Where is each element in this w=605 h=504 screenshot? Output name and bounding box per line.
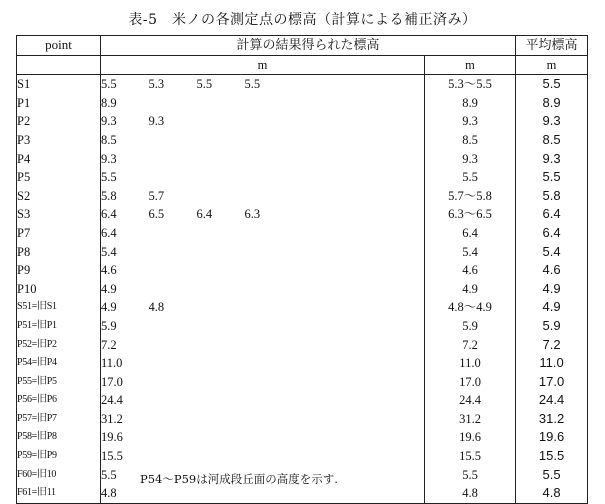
value-4-cell — [245, 336, 425, 355]
value-3-cell — [197, 298, 245, 317]
value-4-cell — [245, 187, 425, 206]
value-2-cell — [149, 391, 197, 410]
average-cell: 17.0 — [516, 373, 588, 392]
table-row — [17, 298, 588, 317]
range-cell: 5.5 — [462, 170, 478, 185]
value-2-cell — [149, 354, 197, 373]
average-cell: 8.9 — [516, 94, 588, 113]
table-row — [17, 280, 588, 299]
point-cell: P55=旧P5 — [17, 373, 101, 392]
range-cell: 9.3 — [462, 114, 478, 129]
value-2-cell: 9.3 — [148, 114, 165, 129]
range-cell: 6.4 — [462, 225, 478, 240]
value-4-cell — [245, 261, 425, 280]
value-1-cell: 24.4 — [101, 393, 123, 408]
table-row — [17, 261, 588, 280]
average-cell: 6.4 — [516, 205, 588, 224]
value-4-cell — [245, 354, 425, 373]
value-3-cell — [197, 261, 245, 280]
value-3-cell — [197, 447, 245, 466]
value-2-cell — [149, 484, 197, 503]
value-3-cell — [197, 112, 245, 131]
value-1-cell: 4.9 — [101, 281, 117, 296]
value-4-cell — [245, 410, 425, 429]
value-1-cell: 5.9 — [101, 318, 117, 333]
value-4-cell — [245, 243, 425, 262]
average-cell: 5.8 — [516, 187, 588, 206]
value-3-cell: 6.4 — [196, 207, 213, 222]
point-cell: P1 — [17, 94, 101, 113]
value-4-cell — [245, 131, 425, 150]
point-cell: P7 — [17, 224, 101, 243]
value-1-cell: 11.0 — [101, 356, 123, 371]
value-2-cell — [149, 447, 197, 466]
range-cell: 5.4 — [462, 244, 478, 259]
table-row — [17, 224, 588, 243]
table-row — [17, 243, 588, 262]
point-cell: P56=旧P6 — [17, 391, 101, 410]
value-4-cell — [245, 428, 425, 447]
point-cell: P51=旧P1 — [17, 317, 101, 336]
value-3-cell — [197, 187, 245, 206]
value-3-cell — [197, 168, 245, 187]
value-4-cell — [245, 298, 425, 317]
unit-avg: m — [516, 55, 588, 75]
value-2-cell — [149, 428, 197, 447]
value-1-cell: 5.5 — [101, 170, 117, 185]
table-row — [17, 447, 588, 466]
value-3-cell — [197, 373, 245, 392]
range-cell: 5.9 — [462, 318, 478, 333]
value-2-cell — [149, 336, 197, 355]
average-cell: 8.5 — [516, 131, 588, 150]
value-3-cell: 5.5 — [196, 77, 213, 92]
table-row — [17, 94, 588, 113]
value-1-cell: 5.5 — [101, 77, 117, 92]
point-cell: S1 — [17, 75, 101, 94]
value-3-cell — [197, 428, 245, 447]
value-1-cell: 17.0 — [101, 374, 123, 389]
range-cell: 17.0 — [459, 374, 481, 389]
value-4-cell — [245, 94, 425, 113]
average-cell: 4.9 — [516, 298, 588, 317]
range-cell: 8.9 — [462, 95, 478, 110]
value-2-cell: 6.5 — [148, 207, 165, 222]
value-4-cell: 5.5 — [245, 75, 425, 94]
range-cell: 4.9 — [462, 281, 478, 296]
table-row — [17, 373, 588, 392]
average-cell: 4.8 — [516, 484, 588, 503]
value-4-cell — [245, 391, 425, 410]
elevation-table — [16, 35, 588, 504]
table-row — [17, 336, 588, 355]
table-row — [17, 428, 588, 447]
value-4-cell: 6.3 — [245, 205, 425, 224]
point-cell: P59=旧P9 — [17, 447, 101, 466]
table-row — [17, 131, 588, 150]
value-3-cell — [197, 94, 245, 113]
average-cell: 5.5 — [516, 168, 588, 187]
unit-point-blank — [17, 55, 101, 75]
value-3-cell — [197, 224, 245, 243]
table-row — [17, 112, 588, 131]
value-4-cell — [245, 150, 425, 169]
point-cell: P4 — [17, 150, 101, 169]
average-cell: 24.4 — [516, 391, 588, 410]
value-3-cell — [197, 391, 245, 410]
point-cell: P5 — [17, 168, 101, 187]
value-1-cell: 9.3 — [101, 151, 117, 166]
value-3-cell — [197, 354, 245, 373]
value-2-cell — [149, 373, 197, 392]
unit-range: m — [425, 55, 516, 75]
value-4-cell — [245, 280, 425, 299]
average-cell: 5.4 — [516, 243, 588, 262]
header-avg: 平均標高 — [516, 36, 588, 56]
average-cell: 9.3 — [516, 112, 588, 131]
value-1-cell: 8.9 — [101, 95, 117, 110]
point-cell: F61=旧11 — [17, 484, 101, 503]
value-2-cell — [149, 243, 197, 262]
value-1-cell: 31.2 — [101, 411, 123, 426]
value-1-cell: 15.5 — [101, 449, 123, 464]
value-4-cell — [245, 224, 425, 243]
value-2-cell — [149, 131, 197, 150]
range-cell: 19.6 — [459, 430, 481, 445]
table-row — [17, 354, 588, 373]
range-cell: 9.3 — [462, 151, 478, 166]
value-1-cell: 5.5 — [101, 467, 117, 482]
average-cell: 9.3 — [516, 150, 588, 169]
value-3-cell — [197, 484, 245, 503]
average-cell: 4.9 — [516, 280, 588, 299]
table-row — [17, 168, 588, 187]
point-cell: P57=旧P7 — [17, 410, 101, 429]
value-3-cell — [197, 280, 245, 299]
value-1-cell: 4.9 — [101, 300, 117, 315]
point-cell: F60=旧10 — [17, 466, 101, 485]
value-1-cell: 4.8 — [101, 486, 117, 501]
average-cell: 7.2 — [516, 336, 588, 355]
value-3-cell — [197, 243, 245, 262]
table-row — [17, 317, 588, 336]
point-cell: P8 — [17, 243, 101, 262]
average-cell: 5.9 — [516, 317, 588, 336]
average-cell: 15.5 — [516, 447, 588, 466]
range-cell: 8.5 — [462, 132, 478, 147]
value-2-cell: 5.7 — [148, 188, 165, 203]
value-2-cell — [149, 317, 197, 336]
range-cell: 31.2 — [459, 411, 481, 426]
table-row — [17, 187, 588, 206]
point-cell: S2 — [17, 187, 101, 206]
average-cell: 19.6 — [516, 428, 588, 447]
point-cell: S51=旧S1 — [17, 298, 101, 317]
average-cell: 5.5 — [516, 466, 588, 485]
point-cell: P58=旧P8 — [17, 428, 101, 447]
average-cell: 11.0 — [516, 354, 588, 373]
value-3-cell — [197, 336, 245, 355]
value-4-cell — [245, 447, 425, 466]
value-3-cell — [197, 317, 245, 336]
point-cell: P2 — [17, 112, 101, 131]
value-3-cell — [197, 410, 245, 429]
point-cell: P52=旧P2 — [17, 336, 101, 355]
point-cell: P54=旧P4 — [17, 354, 101, 373]
value-3-cell — [197, 131, 245, 150]
range-cell: 7.2 — [462, 337, 478, 352]
range-cell: 15.5 — [459, 449, 481, 464]
table-row — [17, 75, 588, 94]
range-cell: 24.4 — [459, 393, 481, 408]
value-1-cell: 7.2 — [101, 337, 117, 352]
average-cell: 4.6 — [516, 261, 588, 280]
value-2-cell — [149, 280, 197, 299]
point-cell: S3 — [17, 205, 101, 224]
value-4-cell — [245, 168, 425, 187]
value-1-cell: 6.4 — [101, 207, 117, 222]
value-4-cell — [245, 484, 425, 503]
value-2-cell — [149, 261, 197, 280]
average-cell: 31.2 — [516, 410, 588, 429]
table-row — [17, 205, 588, 224]
point-cell: P3 — [17, 131, 101, 150]
value-3-cell — [197, 150, 245, 169]
value-1-cell: 6.4 — [101, 225, 117, 240]
value-2-cell — [149, 150, 197, 169]
point-cell: P9 — [17, 261, 101, 280]
range-cell: 5.5 — [462, 467, 478, 482]
value-1-cell: 5.8 — [101, 188, 117, 203]
value-2-cell — [149, 410, 197, 429]
range-cell: 6.3～6.5 — [448, 207, 492, 222]
value-1-cell: 5.4 — [101, 244, 117, 259]
value-1-cell: 19.6 — [101, 430, 123, 445]
range-cell: 4.6 — [462, 263, 478, 278]
value-4-cell — [245, 112, 425, 131]
table-body — [17, 75, 588, 504]
value-2-cell: 5.3 — [148, 77, 165, 92]
unit-calc: m — [101, 55, 425, 75]
table-row — [17, 410, 588, 429]
value-2-cell: 4.8 — [148, 300, 165, 315]
header-point: point — [17, 36, 101, 56]
footnote: P54～P59は河成段丘面の高度を示す. — [140, 472, 338, 486]
range-cell: 4.8～4.9 — [448, 300, 492, 315]
point-cell: P10 — [17, 280, 101, 299]
table-row — [17, 391, 588, 410]
value-1-cell: 4.6 — [101, 263, 117, 278]
range-cell: 4.8 — [462, 486, 478, 501]
value-2-cell — [149, 94, 197, 113]
table-title: 表-5 米ノの各測定点の標高（計算による補正済み） — [128, 12, 477, 28]
average-cell: 5.5 — [516, 75, 588, 94]
range-cell: 11.0 — [459, 356, 481, 371]
value-2-cell — [149, 168, 197, 187]
value-4-cell — [245, 373, 425, 392]
value-4-cell — [245, 317, 425, 336]
table-row — [17, 150, 588, 169]
table-row — [17, 484, 588, 503]
header-calc: 計算の結果得られた標高 — [101, 36, 516, 56]
value-2-cell — [149, 224, 197, 243]
value-1-cell: 9.3 — [101, 114, 117, 129]
range-cell: 5.3～5.5 — [448, 77, 492, 92]
average-cell: 6.4 — [516, 224, 588, 243]
value-1-cell: 8.5 — [101, 132, 117, 147]
range-cell: 5.7～5.8 — [448, 188, 492, 203]
